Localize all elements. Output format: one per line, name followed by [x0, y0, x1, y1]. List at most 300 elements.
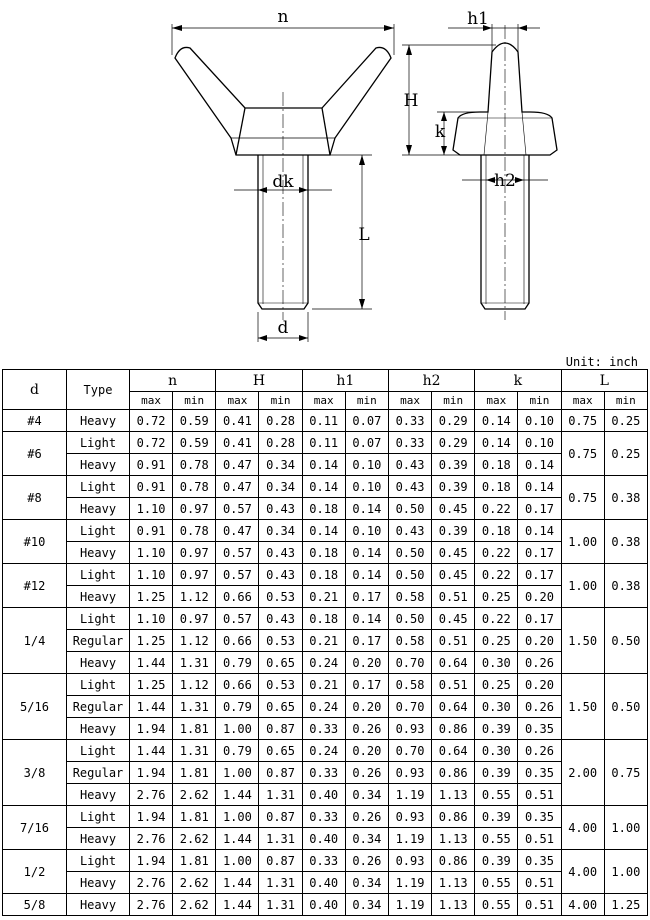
table-row: [3, 454, 648, 476]
value-cell: 0.43: [259, 564, 302, 586]
value-cell: 0.33: [302, 850, 345, 872]
value-cell: 0.35: [518, 762, 561, 784]
length-min-cell: 0.25: [604, 432, 647, 476]
table-row: [3, 432, 648, 454]
length-min-cell: 1.25: [604, 894, 647, 916]
value-cell: 2.76: [130, 872, 173, 894]
value-cell: 1.81: [173, 762, 216, 784]
type-cell: Light: [67, 564, 130, 586]
value-cell: 0.57: [216, 542, 259, 564]
value-cell: 0.43: [259, 542, 302, 564]
length-max-cell: 1.50: [561, 608, 604, 674]
value-cell: 0.86: [432, 806, 475, 828]
value-cell: 1.94: [130, 762, 173, 784]
value-cell: 0.24: [302, 652, 345, 674]
value-cell: 0.59: [173, 432, 216, 454]
value-cell: 0.33: [302, 762, 345, 784]
value-cell: 0.22: [475, 542, 518, 564]
value-cell: 0.51: [518, 894, 561, 916]
value-cell: 0.41: [216, 410, 259, 432]
value-cell: 0.79: [216, 696, 259, 718]
value-cell: 1.31: [173, 652, 216, 674]
header-max: max: [561, 392, 604, 410]
table-row: [3, 564, 648, 586]
length-min-cell: 0.50: [604, 674, 647, 740]
value-cell: 0.93: [388, 762, 431, 784]
value-cell: 0.17: [345, 586, 388, 608]
length-min-cell: 0.38: [604, 564, 647, 608]
value-cell: 0.72: [130, 410, 173, 432]
table-row: [3, 784, 648, 806]
value-cell: 0.34: [259, 476, 302, 498]
value-cell: 0.57: [216, 564, 259, 586]
value-cell: 0.50: [388, 542, 431, 564]
size-cell: #6: [3, 432, 67, 476]
value-cell: 0.14: [302, 476, 345, 498]
value-cell: 0.40: [302, 828, 345, 850]
value-cell: 0.34: [345, 828, 388, 850]
table-row: [3, 872, 648, 894]
table-row: [3, 542, 648, 564]
length-min-cell: 1.00: [604, 806, 647, 850]
value-cell: 0.14: [475, 432, 518, 454]
length-min-cell: 0.25: [604, 410, 647, 432]
type-cell: Light: [67, 476, 130, 498]
length-max-cell: 4.00: [561, 850, 604, 894]
table-row: [3, 608, 648, 630]
value-cell: 0.26: [518, 740, 561, 762]
value-cell: 2.76: [130, 784, 173, 806]
value-cell: 0.33: [302, 806, 345, 828]
value-cell: 0.45: [432, 498, 475, 520]
value-cell: 0.58: [388, 630, 431, 652]
value-cell: 0.20: [345, 740, 388, 762]
value-cell: 0.87: [259, 718, 302, 740]
value-cell: 1.13: [432, 828, 475, 850]
table-row: [3, 696, 648, 718]
table-row: [3, 586, 648, 608]
type-cell: Regular: [67, 630, 130, 652]
label-h1: h1: [467, 9, 489, 29]
table-row: [3, 674, 648, 696]
size-cell: 5/16: [3, 674, 67, 740]
value-cell: 0.91: [130, 476, 173, 498]
value-cell: 0.26: [345, 806, 388, 828]
value-cell: 0.29: [432, 410, 475, 432]
header-max: max: [216, 392, 259, 410]
value-cell: 0.33: [302, 718, 345, 740]
header-max: max: [388, 392, 431, 410]
label-d: d: [277, 318, 289, 338]
value-cell: 0.18: [302, 564, 345, 586]
value-cell: 0.93: [388, 850, 431, 872]
value-cell: 0.65: [259, 652, 302, 674]
value-cell: 0.34: [345, 784, 388, 806]
value-cell: 1.13: [432, 872, 475, 894]
value-cell: 0.22: [475, 608, 518, 630]
value-cell: 1.19: [388, 784, 431, 806]
length-max-cell: 4.00: [561, 806, 604, 850]
value-cell: 0.18: [302, 498, 345, 520]
value-cell: 0.39: [475, 806, 518, 828]
value-cell: 0.66: [216, 586, 259, 608]
value-cell: 0.25: [475, 586, 518, 608]
value-cell: 1.44: [130, 696, 173, 718]
value-cell: 0.20: [345, 652, 388, 674]
value-cell: 1.44: [216, 828, 259, 850]
value-cell: 0.45: [432, 608, 475, 630]
value-cell: 0.97: [173, 564, 216, 586]
value-cell: 2.76: [130, 894, 173, 916]
value-cell: 0.65: [259, 696, 302, 718]
value-cell: 0.18: [302, 542, 345, 564]
value-cell: 2.62: [173, 872, 216, 894]
header-min: min: [604, 392, 647, 410]
value-cell: 0.35: [518, 850, 561, 872]
value-cell: 0.43: [259, 608, 302, 630]
value-cell: 0.25: [475, 630, 518, 652]
value-cell: 0.86: [432, 718, 475, 740]
length-max-cell: 1.50: [561, 674, 604, 740]
value-cell: 0.17: [518, 564, 561, 586]
value-cell: 0.10: [345, 520, 388, 542]
table-row: [3, 410, 648, 432]
table-row: [3, 718, 648, 740]
value-cell: 0.64: [432, 740, 475, 762]
value-cell: 0.72: [130, 432, 173, 454]
value-cell: 0.14: [345, 542, 388, 564]
value-cell: 0.21: [302, 674, 345, 696]
type-cell: Light: [67, 520, 130, 542]
value-cell: 1.44: [216, 784, 259, 806]
value-cell: 0.86: [432, 762, 475, 784]
value-cell: 0.53: [259, 586, 302, 608]
value-cell: 1.81: [173, 718, 216, 740]
size-cell: #12: [3, 564, 67, 608]
length-max-cell: 0.75: [561, 410, 604, 432]
size-cell: 5/8: [3, 894, 67, 916]
length-max-cell: 2.00: [561, 740, 604, 806]
value-cell: 2.62: [173, 894, 216, 916]
value-cell: 0.39: [475, 850, 518, 872]
value-cell: 0.97: [173, 608, 216, 630]
value-cell: 0.87: [259, 806, 302, 828]
value-cell: 1.10: [130, 608, 173, 630]
header-row-groups: [3, 370, 648, 392]
value-cell: 0.39: [432, 520, 475, 542]
value-cell: 0.18: [475, 520, 518, 542]
size-cell: 1/2: [3, 850, 67, 894]
value-cell: 0.20: [518, 586, 561, 608]
value-cell: 0.51: [432, 586, 475, 608]
value-cell: 0.10: [345, 454, 388, 476]
value-cell: 0.24: [302, 696, 345, 718]
value-cell: 0.22: [475, 498, 518, 520]
type-cell: Light: [67, 674, 130, 696]
value-cell: 0.25: [475, 674, 518, 696]
value-cell: 0.28: [259, 410, 302, 432]
type-cell: Heavy: [67, 454, 130, 476]
value-cell: 0.26: [345, 850, 388, 872]
header-L: L: [561, 370, 647, 392]
value-cell: 1.25: [130, 674, 173, 696]
value-cell: 0.29: [432, 432, 475, 454]
value-cell: 0.24: [302, 740, 345, 762]
table-row: [3, 806, 648, 828]
value-cell: 1.00: [216, 718, 259, 740]
type-cell: Regular: [67, 762, 130, 784]
value-cell: 1.25: [130, 586, 173, 608]
value-cell: 0.70: [388, 740, 431, 762]
value-cell: 0.07: [345, 432, 388, 454]
value-cell: 1.25: [130, 630, 173, 652]
value-cell: 0.87: [259, 762, 302, 784]
side-view: [402, 24, 557, 320]
value-cell: 1.12: [173, 630, 216, 652]
value-cell: 1.31: [259, 872, 302, 894]
value-cell: 0.43: [388, 454, 431, 476]
value-cell: 0.14: [345, 608, 388, 630]
value-cell: 0.40: [302, 784, 345, 806]
label-dk: dk: [272, 172, 294, 192]
value-cell: 0.34: [259, 454, 302, 476]
header-d: d: [3, 370, 67, 410]
value-cell: 0.20: [518, 630, 561, 652]
value-cell: 0.51: [432, 630, 475, 652]
value-cell: 0.10: [518, 410, 561, 432]
value-cell: 0.35: [518, 718, 561, 740]
value-cell: 0.40: [302, 894, 345, 916]
value-cell: 0.65: [259, 740, 302, 762]
value-cell: 0.40: [302, 872, 345, 894]
value-cell: 0.78: [173, 476, 216, 498]
value-cell: 0.26: [345, 762, 388, 784]
value-cell: 0.55: [475, 828, 518, 850]
table-row: [3, 652, 648, 674]
value-cell: 1.10: [130, 542, 173, 564]
length-min-cell: 0.38: [604, 476, 647, 520]
label-h2: h2: [494, 171, 516, 191]
value-cell: 0.66: [216, 630, 259, 652]
label-L: L: [358, 225, 370, 245]
dimension-table: [2, 369, 648, 916]
type-cell: Light: [67, 850, 130, 872]
value-cell: 1.31: [173, 740, 216, 762]
value-cell: 0.53: [259, 630, 302, 652]
value-cell: 0.50: [388, 608, 431, 630]
type-cell: Heavy: [67, 894, 130, 916]
value-cell: 0.70: [388, 696, 431, 718]
value-cell: 0.33: [388, 410, 431, 432]
value-cell: 0.55: [475, 784, 518, 806]
value-cell: 1.44: [216, 872, 259, 894]
value-cell: 1.12: [173, 674, 216, 696]
type-cell: Light: [67, 432, 130, 454]
value-cell: 0.35: [518, 806, 561, 828]
value-cell: 0.55: [475, 894, 518, 916]
value-cell: 1.81: [173, 806, 216, 828]
value-cell: 0.50: [388, 564, 431, 586]
header-type: Type: [67, 370, 130, 410]
value-cell: 0.22: [475, 564, 518, 586]
size-cell: #8: [3, 476, 67, 520]
type-cell: Regular: [67, 696, 130, 718]
value-cell: 1.31: [259, 894, 302, 916]
size-cell: 3/8: [3, 740, 67, 806]
value-cell: 0.11: [302, 432, 345, 454]
value-cell: 1.94: [130, 718, 173, 740]
value-cell: 1.19: [388, 872, 431, 894]
wing-screw-drawing: [0, 0, 650, 350]
size-cell: 7/16: [3, 806, 67, 850]
value-cell: 1.13: [432, 894, 475, 916]
value-cell: 2.76: [130, 828, 173, 850]
header-h1: h1: [302, 370, 388, 392]
length-min-cell: 0.38: [604, 520, 647, 564]
value-cell: 1.10: [130, 498, 173, 520]
value-cell: 0.28: [259, 432, 302, 454]
value-cell: 1.94: [130, 806, 173, 828]
label-k: k: [434, 122, 446, 142]
value-cell: 1.31: [259, 828, 302, 850]
value-cell: 1.00: [216, 850, 259, 872]
header-k: k: [475, 370, 561, 392]
value-cell: 0.14: [345, 564, 388, 586]
length-max-cell: 1.00: [561, 520, 604, 564]
value-cell: 0.43: [388, 520, 431, 542]
value-cell: 0.79: [216, 740, 259, 762]
value-cell: 0.17: [518, 498, 561, 520]
value-cell: 0.47: [216, 476, 259, 498]
value-cell: 0.39: [432, 454, 475, 476]
type-cell: Light: [67, 740, 130, 762]
value-cell: 0.97: [173, 498, 216, 520]
length-max-cell: 0.75: [561, 476, 604, 520]
table-row: [3, 520, 648, 542]
value-cell: 0.26: [518, 696, 561, 718]
value-cell: 1.44: [130, 652, 173, 674]
length-min-cell: 0.50: [604, 608, 647, 674]
value-cell: 0.14: [518, 476, 561, 498]
value-cell: 0.39: [475, 718, 518, 740]
value-cell: 0.50: [388, 498, 431, 520]
header-min: min: [345, 392, 388, 410]
value-cell: 0.20: [518, 674, 561, 696]
value-cell: 0.21: [302, 630, 345, 652]
size-cell: #10: [3, 520, 67, 564]
value-cell: 1.31: [259, 784, 302, 806]
size-cell: 1/4: [3, 608, 67, 674]
value-cell: 0.91: [130, 520, 173, 542]
value-cell: 1.00: [216, 806, 259, 828]
value-cell: 1.81: [173, 850, 216, 872]
value-cell: 0.11: [302, 410, 345, 432]
value-cell: 0.58: [388, 674, 431, 696]
label-n: n: [277, 7, 289, 27]
value-cell: 0.97: [173, 542, 216, 564]
length-max-cell: 1.00: [561, 564, 604, 608]
header-max: max: [475, 392, 518, 410]
value-cell: 0.64: [432, 652, 475, 674]
value-cell: 0.58: [388, 586, 431, 608]
value-cell: 0.14: [518, 520, 561, 542]
length-min-cell: 0.75: [604, 740, 647, 806]
value-cell: 1.10: [130, 564, 173, 586]
value-cell: 0.30: [475, 652, 518, 674]
value-cell: 0.14: [518, 454, 561, 476]
value-cell: 0.51: [518, 828, 561, 850]
value-cell: 0.17: [345, 674, 388, 696]
value-cell: 0.18: [475, 476, 518, 498]
length-max-cell: 4.00: [561, 894, 604, 916]
value-cell: 0.66: [216, 674, 259, 696]
header-max: max: [302, 392, 345, 410]
value-cell: 2.62: [173, 784, 216, 806]
value-cell: 0.17: [518, 542, 561, 564]
value-cell: 0.34: [259, 520, 302, 542]
value-cell: 1.94: [130, 850, 173, 872]
unit-label: Unit: inch: [565, 355, 638, 369]
type-cell: Heavy: [67, 784, 130, 806]
type-cell: Heavy: [67, 586, 130, 608]
value-cell: 0.64: [432, 696, 475, 718]
header-H: H: [216, 370, 302, 392]
value-cell: 0.18: [302, 608, 345, 630]
value-cell: 0.59: [173, 410, 216, 432]
value-cell: 0.51: [518, 784, 561, 806]
value-cell: 0.10: [345, 476, 388, 498]
label-H: H: [403, 91, 419, 111]
table-body: [3, 410, 648, 916]
value-cell: 0.78: [173, 454, 216, 476]
length-min-cell: 1.00: [604, 850, 647, 894]
value-cell: 0.14: [475, 410, 518, 432]
type-cell: Light: [67, 608, 130, 630]
value-cell: 0.51: [518, 872, 561, 894]
value-cell: 2.62: [173, 828, 216, 850]
value-cell: 0.14: [345, 498, 388, 520]
header-min: min: [518, 392, 561, 410]
header-min: min: [432, 392, 475, 410]
table-row: [3, 828, 648, 850]
value-cell: 0.93: [388, 806, 431, 828]
value-cell: 0.34: [345, 872, 388, 894]
header-min: min: [259, 392, 302, 410]
value-cell: 0.47: [216, 520, 259, 542]
value-cell: 0.30: [475, 740, 518, 762]
value-cell: 1.19: [388, 828, 431, 850]
value-cell: 0.39: [475, 762, 518, 784]
header-h2: h2: [388, 370, 474, 392]
value-cell: 0.20: [345, 696, 388, 718]
header-n: n: [130, 370, 216, 392]
value-cell: 0.10: [518, 432, 561, 454]
value-cell: 0.79: [216, 652, 259, 674]
value-cell: 1.13: [432, 784, 475, 806]
type-cell: Heavy: [67, 718, 130, 740]
table-row: [3, 762, 648, 784]
value-cell: 0.55: [475, 872, 518, 894]
table-row: [3, 476, 648, 498]
value-cell: 1.44: [216, 894, 259, 916]
size-cell: #4: [3, 410, 67, 432]
value-cell: 0.45: [432, 564, 475, 586]
type-cell: Heavy: [67, 872, 130, 894]
value-cell: 0.43: [388, 476, 431, 498]
value-cell: 0.78: [173, 520, 216, 542]
value-cell: 0.30: [475, 696, 518, 718]
value-cell: 0.39: [432, 476, 475, 498]
